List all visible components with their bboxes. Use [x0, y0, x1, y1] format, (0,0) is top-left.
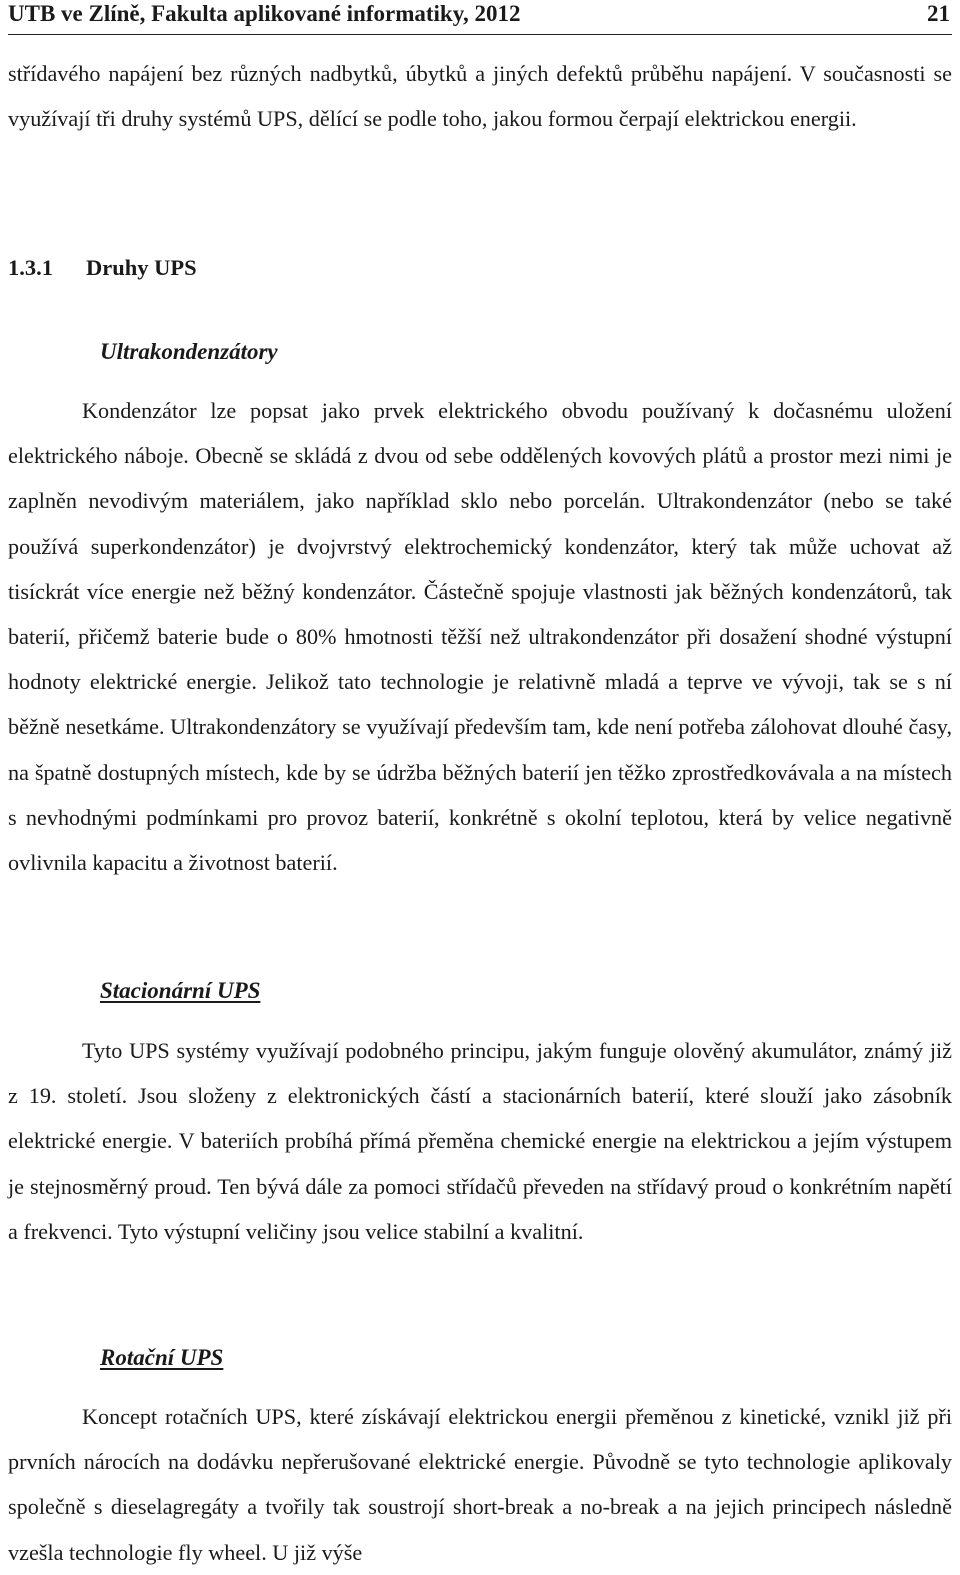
section-title: Druhy UPS	[86, 255, 197, 280]
subsection-heading-stacionarni-ups: Stacionární UPS	[100, 978, 261, 1003]
section-heading	[8, 255, 197, 281]
paragraph-ultrakondenzatory: Kondenzátor lze popsat jako prvek elektrického obvodu používaný k dočasnému uložení elektrického náboje. Obecně se skládá z dvou od sebe oddělených kovových plátů a prostor mezi nimi je zaplněn nevodivým materiálem, jako například sklo nebo porcelán. Ultrakondenzátor (nebo se také používá superkondenzátor) je dvojvrstvý elektrochemický kondenzátor, který tak může uchovat až tisíckrát více energie než běžný kondenzátor. Částečně spojuje vlastnosti jak běžných kondenzátorů, tak baterií, přičemž baterie bude o 80% hmotnosti těžší než ultrakondenzátor při dosažení shodné výstupní hodnoty elektrické energie. Jelikož tato technologie je relativně mladá a teprve ve vývoji, tak se s ní běžně nesetkáme. Ultrakondenzátory se využívají především tam, kde není potřeba zálohovat dlouhé časy, na špatně dostupných místech, kde by se údržba běžných baterií jen těžko zprostředkovávala a na místech s nevhodnými podmínkami pro provoz baterií, konkrétně s okolní teplotou, která by velice negativně ovlivnila kapacitu a životnost baterií.	[8, 398, 952, 876]
page-number: 21	[927, 1, 950, 26]
intro-paragraph: střídavého napájení bez různých nadbytků, úbytků a jiných defektů průběhu napájení. V současnosti se využívají tři druhy systémů UPS, dělící se podle toho, jakou formou čerpají elektrickou energii.	[8, 61, 952, 132]
running-header	[8, 0, 952, 35]
subsection-heading-ultrakondenzatory: Ultrakondenzátory	[100, 339, 278, 364]
header-title: UTB ve Zlíně, Fakulta aplikované informatiky, 2012	[8, 1, 521, 26]
paragraph-rotacni-ups: Koncept rotačních UPS, které získávají elektrickou energii přeměnou z kinetické, vznikl již při prvních nárocích na dodávku nepřerušované elektrické energie. Původně se tyto technologie aplikovaly společně s dieselagregáty a tvořily tak soustrojí short-break a no-break a na jejich principech následně vzešla technologie fly wheel. U již výše	[8, 1404, 952, 1565]
section-number: 1.3.1	[8, 255, 53, 280]
paragraph-stacionarni-ups: Tyto UPS systémy využívají podobného principu, jakým funguje olověný akumulátor, známý již z 19. století. Jsou složeny z elektronických částí a stacionárních baterií, které slouží jako zásobník elektrické energie. V bateriích probíhá přímá přeměna chemické energie na elektrickou a jejím výstupem je stejnosměrný proud. Ten bývá dále za pomoci střídačů převeden na střídavý proud o konkrétním napětí a frekvenci. Tyto výstupní veličiny jsou velice stabilní a kvalitní.	[8, 1038, 952, 1244]
subsection-heading-rotacni-ups: Rotační UPS	[100, 1345, 224, 1370]
